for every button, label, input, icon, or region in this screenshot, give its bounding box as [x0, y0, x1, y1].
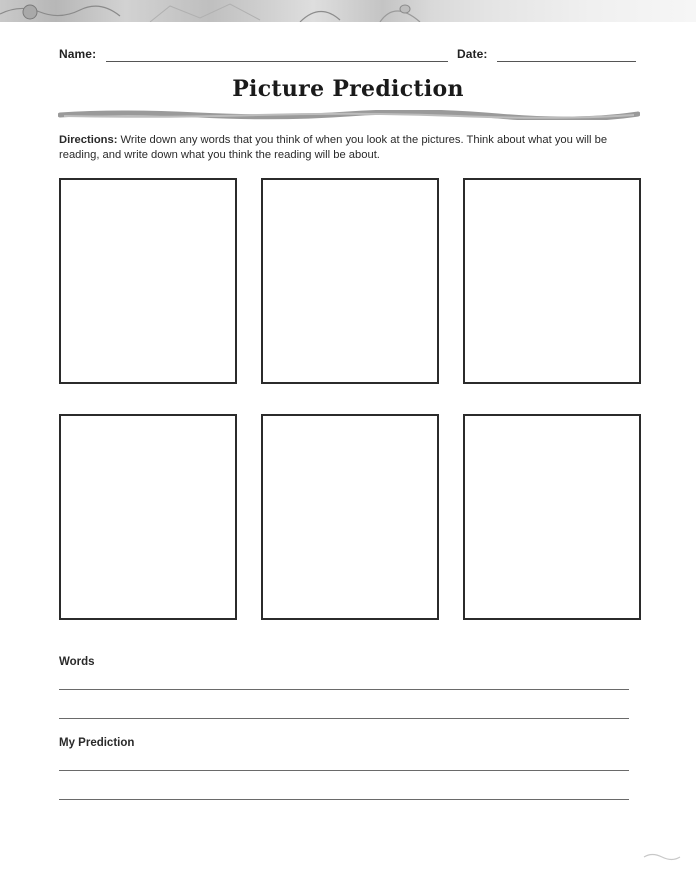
words-line-2[interactable] [59, 718, 629, 719]
directions-body: Write down any words that you think of when you look at the pictures. Think about what you will be reading, and write down what you think the reading will be about. [59, 134, 608, 161]
picture-box-1[interactable] [59, 178, 237, 384]
prediction-line-1[interactable] [59, 770, 629, 771]
picture-box-6[interactable] [463, 414, 641, 620]
name-field-line[interactable] [106, 61, 448, 62]
prediction-line-2[interactable] [59, 799, 629, 800]
title-brush-rule [58, 110, 640, 120]
picture-box-5[interactable] [261, 414, 439, 620]
picture-box-3[interactable] [463, 178, 641, 384]
name-label: Name: [59, 47, 97, 61]
date-field-line[interactable] [497, 61, 636, 62]
date-label: Date: [457, 47, 488, 61]
header-illustration-band [0, 0, 696, 22]
prediction-label: My Prediction [59, 737, 135, 749]
directions-lead: Directions: [59, 134, 118, 146]
illustration-icon [0, 0, 696, 22]
page-title: Picture Prediction [232, 76, 464, 102]
picture-box-4[interactable] [59, 414, 237, 620]
directions-text [59, 133, 649, 163]
words-label: Words [59, 656, 95, 668]
corner-swirl-icon [642, 851, 682, 861]
picture-box-2[interactable] [261, 178, 439, 384]
words-line-1[interactable] [59, 689, 629, 690]
